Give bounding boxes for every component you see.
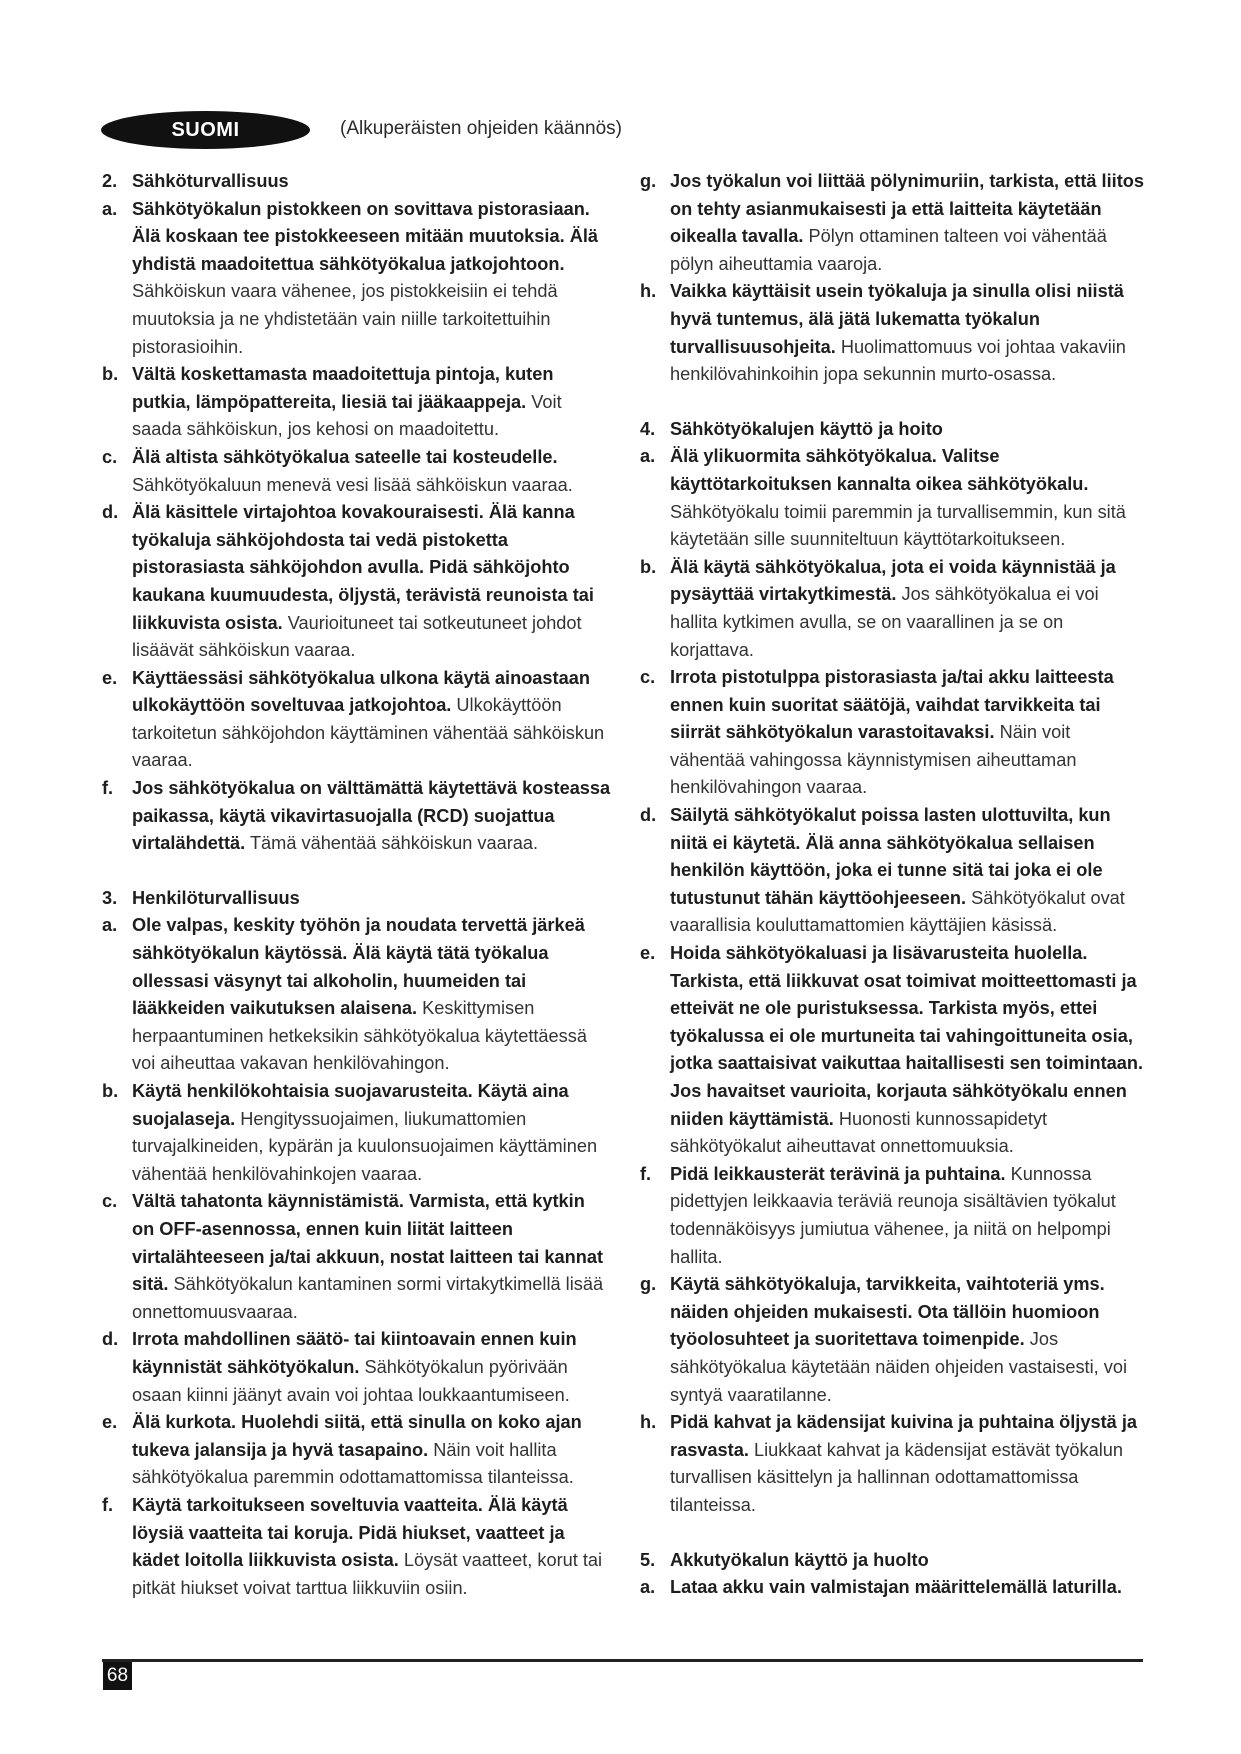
list-item (102, 1492, 612, 1602)
item-letter: a. (102, 915, 118, 936)
list-item (640, 1409, 1145, 1519)
section-heading-3 (102, 885, 612, 913)
item-text: Ulkokäyttöön tarkoitetun sähköjohdon käyttäminen vähentää sähköiskun vaaraa. (132, 695, 605, 771)
list-item (102, 499, 612, 665)
section-title: Henkilöturvallisuus (132, 887, 300, 908)
item-letter: f. (640, 1163, 652, 1184)
item-text: Huolimattomuus voi johtaa vakaviin henkilövahinkoihin jopa sekunnin murto-osassa. (670, 336, 1126, 385)
list-item (102, 444, 612, 499)
item-bold-text: Säilytä sähkötyökalut poissa lasten ulottuvilta, kun niitä ei käytetä. Älä anna sähkötyökalua sellaisen henkilön käyttöön, joka ei tunne sitä tai joka ei ole tutustunut tähän käyttöohjeeseen. (670, 805, 1111, 908)
list-item (102, 1188, 612, 1326)
item-text: Kunnossa pidettyjen leikkaavia teräviä reunoja sisältävien työkalut todennäköisyys jumiutua vähenee, ja niitä on helpompi hallita. (670, 1163, 1116, 1267)
list-item (102, 912, 612, 1078)
page-number: 68 (103, 1662, 132, 1690)
item-letter: d. (640, 805, 657, 826)
item-text: Löysät vaatteet, korut tai pitkät hiukset voivat tarttua liikkuviin osiin. (132, 1550, 603, 1598)
footer-divider (102, 1659, 1143, 1662)
item-text: Jos sähkötyökalua käytetään näiden ohjeiden vastaisesti, voi syntyä vaaratilanne. (670, 1329, 1128, 1405)
item-text: Huonosti kunnossapidetyt sähkötyökalut aiheuttavat onnettomuuksia. (670, 1108, 1048, 1157)
item-text: Vaurioituneet tai sotkeutuneet johdot lisäävät sähköiskun vaaraa. (132, 612, 582, 661)
list-item (640, 1574, 1145, 1602)
item-bold-text: Ole valpas, keskity työhön ja noudata tervettä järkeä sähkötyökalun käytössä. Älä käytä tätä työkalua ollessasi väsynyt tai alkoholin, huumeiden tai lääkkeiden vaikutuksen alaisena. (132, 915, 585, 1019)
item-bold-text: Irrota pistotulppa pistorasiasta ja/tai akku laitteesta ennen kuin suoritat säätöjä, vaihdat tarvikkeita tai siirrät sähkötyökalun varastoitavaksi. (670, 667, 1114, 743)
item-bold-text: Käytä tarkoitukseen soveltuvia vaatteita. Älä käytä löysiä vaatteita tai koruja. Pidä hiukset, vaatteet ja kädet loitolla liikkuvista osista. (132, 1494, 568, 1571)
item-bold-text: Vältä tahatonta käynnistämistä. Varmista, että kytkin on OFF-asennossa, ennen kuin liität laitteen virtalähteeseen ja/tai akkuun, nostat laitteen tai kannat sitä. (132, 1191, 604, 1295)
item-text: Sähkötyökalun pyörivään osaan kiinni jäänyt avain voi johtaa loukkaantumiseen. (132, 1356, 570, 1405)
section-number: 5. (640, 1549, 656, 1570)
item-text: Sähkötyökalut ovat vaarallisia kouluttamattomien käyttäjien käsissä. (670, 887, 1125, 936)
list-item (102, 1078, 612, 1188)
section-heading-4 (640, 416, 1145, 444)
item-bold-text: Jos sähkötyökalua on välttämättä käytettävä kosteassa paikassa, käytä vikavirtasuojalla (RCD) suojattua virtalähdettä. (132, 778, 611, 854)
item-text: Sähkötyökalu toimii paremmin ja turvallisemmin, kun sitä käytetään sille suunniteltuun käyttötarkoitukseen. (670, 501, 1126, 550)
item-bold-text: Lataa akku vain valmistajan määrittelemällä laturilla. (670, 1577, 1122, 1598)
list-item (640, 1161, 1145, 1271)
section-spacer (102, 858, 612, 885)
item-bold-text: Vältä koskettamasta maadoitettuja pintoja, kuten putkia, lämpöpattereita, liesiä tai jääkaappeja. (132, 364, 554, 412)
item-letter: c. (102, 446, 118, 467)
item-text: Näin voit vähentää vahingossa käynnistymisen aiheuttaman henkilövahingon vaaraa. (670, 722, 1077, 798)
right-column (640, 168, 1145, 1602)
item-text: Pölyn ottaminen talteen voi vähentää pölyn aiheuttamia vaaroja. (670, 226, 1107, 274)
item-letter: d. (102, 1329, 119, 1350)
item-letter: g. (640, 171, 657, 191)
section-heading-2 (102, 168, 612, 196)
item-letter: f. (102, 778, 114, 799)
list-item (640, 443, 1145, 553)
section-number: 4. (640, 418, 656, 439)
item-text: Jos sähkötyökalua ei voi hallita kytkimen avulla, se on vaarallinen ja se on korjattava. (670, 584, 1099, 660)
list-item (102, 665, 612, 775)
list-item (640, 168, 1145, 278)
item-text: Sähköiskun vaara vähenee, jos pistokkeisiin ei tehdä muutoksia ja ne yhdistetään vain niille tarkoitettuihin pistorasioihin. (132, 281, 558, 357)
item-text: Voit saada sähköiskun, jos kehosi on maadoitettu. (132, 391, 562, 440)
section-spacer (640, 389, 1145, 416)
item-bold-text: Jos työkalun voi liittää pölynimuriin, tarkista, että liitos on tehty asianmukaisesti ja että laitteita käytetään oikealla tavalla. (670, 171, 1144, 247)
item-letter: c. (640, 667, 656, 688)
item-text: Näin voit hallita sähkötyökalua paremmin odottamattomissa tilanteissa. (132, 1439, 574, 1488)
item-bold-text: Älä kurkota. Huolehdi siitä, että sinulla on koko ajan tukeva jalansija ja hyvä tasapaino. (132, 1412, 582, 1460)
item-letter: b. (102, 1081, 119, 1101)
list-item (640, 802, 1145, 940)
section-heading-5 (640, 1547, 1145, 1575)
list-item (640, 940, 1145, 1161)
item-text: Tämä vähentää sähköiskun vaaraa. (249, 833, 539, 854)
item-bold-text: Käyttäessäsi sähkötyökalua ulkona käytä ainoastaan ulkokäyttöön soveltuvaa jatkojohtoa. (132, 667, 590, 716)
item-letter: a. (102, 198, 118, 219)
item-bold-text: Käytä henkilökohtaisia suojavarusteita. Käytä aina suojalaseja. (132, 1081, 569, 1129)
item-text: Liukkaat kahvat ja kädensijat estävät työkalun turvallisen käsittelyn ja hallinnan odottamattomissa tilanteissa. (670, 1439, 1123, 1515)
item-letter: b. (640, 556, 657, 577)
section-title: Sähkötyökalujen käyttö ja hoito (670, 418, 943, 439)
section-number: 3. (102, 887, 118, 908)
item-letter: e. (102, 667, 118, 688)
list-item (640, 554, 1145, 664)
item-letter: e. (102, 1412, 118, 1433)
item-bold-text: Pidä leikkausterät terävinä ja puhtaina. (670, 1163, 1006, 1184)
left-column (102, 168, 612, 1602)
item-bold-text: Älä käytä sähkötyökalua, jota ei voida käynnistää ja pysäyttää virtakytkimestä. (670, 556, 1116, 605)
list-item (640, 1271, 1145, 1409)
item-bold-text: Sähkötyökalun pistokkeen on sovittava pistorasiaan. Älä koskaan tee pistokkeeseen mitään muutoksia. Älä yhdistä maadoitettua sähkötyökalua jatkojohtoon. (132, 198, 598, 274)
item-letter: d. (102, 502, 119, 523)
list-item (640, 278, 1145, 388)
item-text: Keskittymisen herpaantuminen hetkeksikin sähkötyökalua käytettäessä voi aiheuttaa vakavan henkilövahingon. (132, 998, 587, 1074)
item-letter: g. (640, 1274, 657, 1295)
item-bold-text: Pidä kahvat ja kädensijat kuivina ja puhtaina öljystä ja rasvasta. (670, 1412, 1137, 1460)
section-number: 2. (102, 171, 118, 191)
item-bold-text: Hoida sähkötyökaluasi ja lisävarusteita huolella. Tarkista, että liikkuvat osat toimivat moitteettomasti ja etteivät ne ole puristuksessa. Tarkista myös, ettei työkalussa ei ole murtuneita tai vahingoittuneita osia, jotka saattaisivat vaikuttaa haitallisesti sen toimintaan. Jos havaitset vaurioita, korjauta sähkötyökalu ennen niiden käyttämistä. (670, 943, 1144, 1129)
item-letter: b. (102, 364, 119, 385)
translation-note: (Alkuperäisten ohjeiden käännös) (340, 118, 623, 139)
list-item (640, 664, 1145, 802)
list-item (102, 1409, 612, 1492)
section-title: Akkutyökalun käyttö ja huolto (670, 1549, 929, 1570)
item-text: Sähkötyökaluun menevä vesi lisää sähköiskun vaaraa. (132, 474, 573, 495)
item-letter: h. (640, 1412, 657, 1433)
item-letter: a. (640, 446, 656, 467)
section-spacer (640, 1520, 1145, 1547)
item-letter: c. (102, 1191, 118, 1212)
list-item (102, 775, 612, 858)
item-text: Hengityssuojaimen, liukumattomien turvajalkineiden, kypärän ja kuulonsuojaimen käyttäminen vähentää henkilövahinkojen vaaraa. (132, 1108, 598, 1184)
item-letter: h. (640, 281, 657, 302)
list-item (102, 361, 612, 444)
item-letter: f. (102, 1494, 114, 1515)
list-item (102, 1326, 612, 1409)
item-bold-text: Älä käsittele virtajohtoa kovakouraisesti. Älä kanna työkaluja sähköjohdosta tai vedä pistoketta pistorasiasta sähköjohdon avulla. Pidä sähköjohto kaukana kuumuudesta, öljystä, terävistä reunoista tai liikkuvista osista. (132, 502, 594, 633)
language-badge: SUOMI (101, 111, 310, 149)
item-bold-text: Älä altista sähkötyökalua sateelle tai kosteudelle. (132, 446, 558, 467)
item-letter: a. (640, 1577, 656, 1598)
item-bold-text: Älä ylikuormita sähkötyökalua. Valitse käyttötarkoituksen kannalta oikea sähkötyökalu. (670, 446, 1089, 494)
item-text: Sähkötyökalun kantaminen sormi virtakytkimellä lisää onnettomuusvaaraa. (132, 1274, 604, 1322)
section-title: Sähköturvallisuus (132, 171, 289, 191)
list-item (102, 196, 612, 362)
item-bold-text: Irrota mahdollinen säätö- tai kiintoavain ennen kuin käynnistät sähkötyökalun. (132, 1329, 577, 1377)
item-letter: e. (640, 943, 656, 964)
item-bold-text: Vaikka käyttäisit usein työkaluja ja sinulla olisi niistä hyvä tuntemus, älä jätä lukematta työkalun turvallisuusohjeita. (670, 281, 1124, 357)
item-bold-text: Käytä sähkötyökaluja, tarvikkeita, vaihtoteriä yms. näiden ohjeiden mukaisesti. Ota tällöin huomioon työolosuhteet ja suoritettava toimenpide. (670, 1274, 1105, 1350)
